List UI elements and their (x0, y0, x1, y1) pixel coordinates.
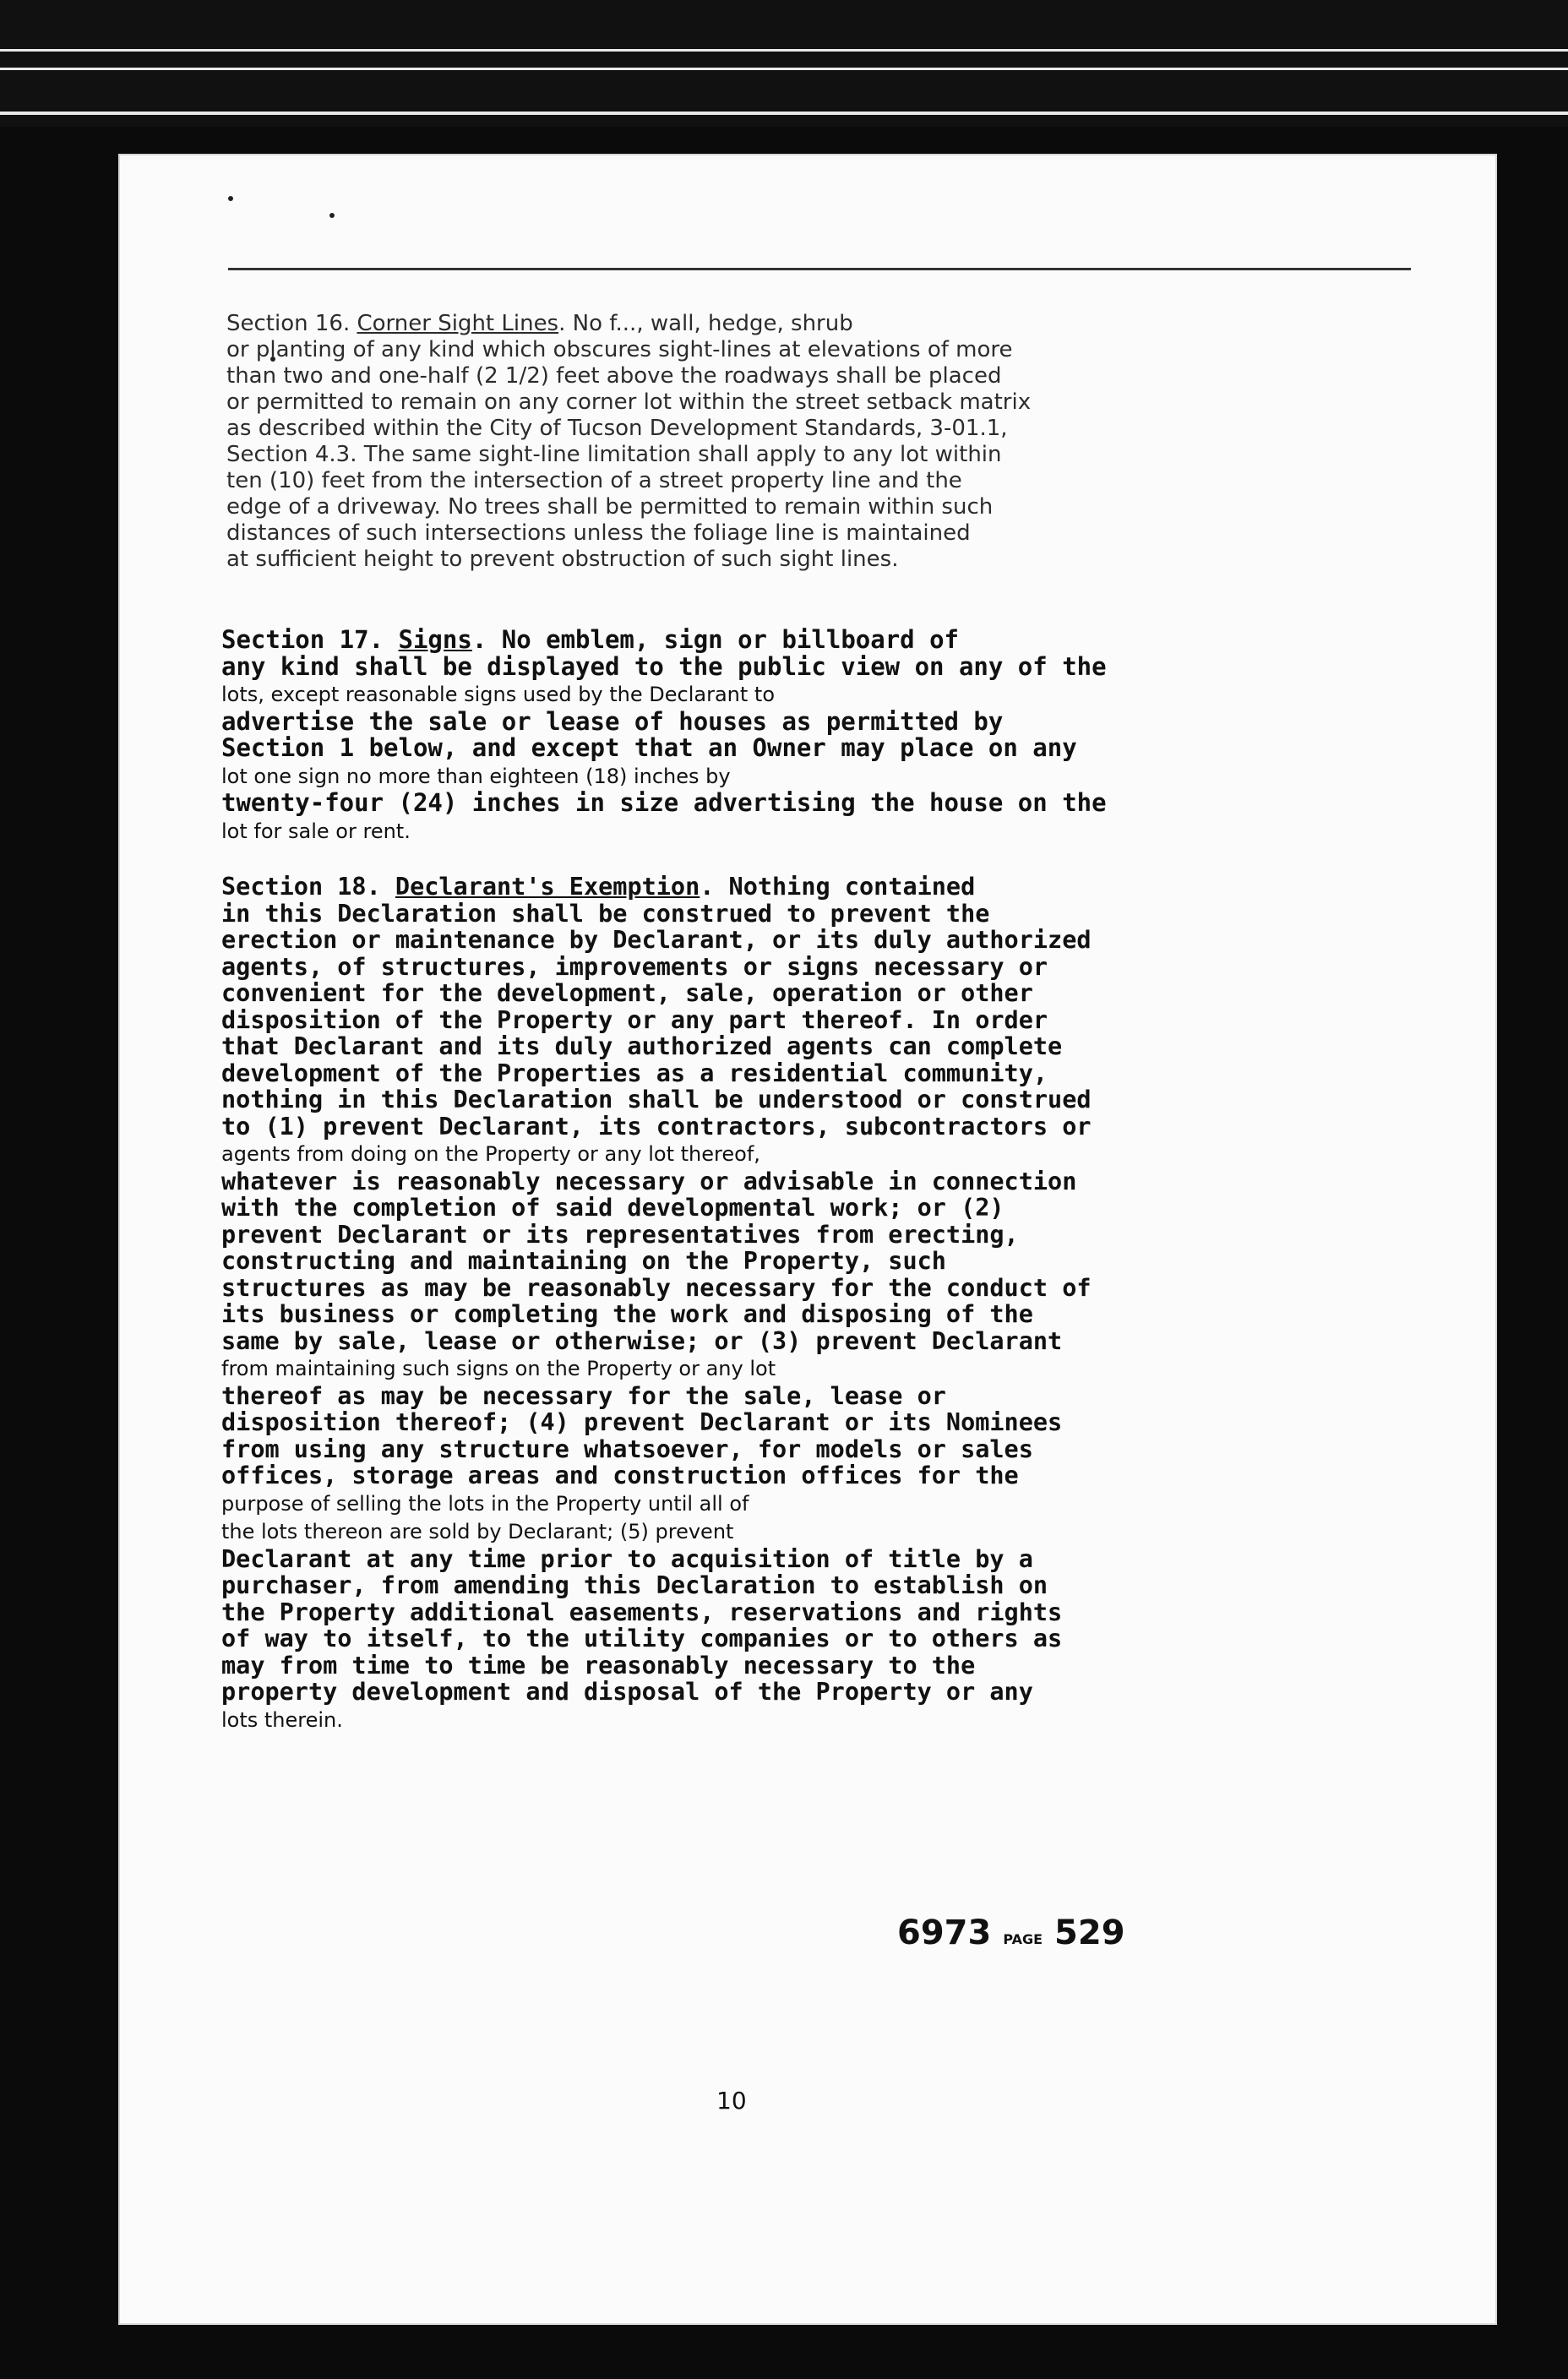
scan-border-top (0, 0, 1568, 127)
section-18-text: agents from doing on the Property or any lot thereof, (221, 1142, 760, 1166)
section-17-text: twenty-four (24) inches in size advertising the house on the (221, 788, 1107, 817)
section-16-title: Corner Sight Lines (357, 311, 559, 336)
section-18 (221, 874, 1218, 1734)
section-17-text: lot for sale or rent. (221, 819, 411, 843)
recording-page: 529 (1054, 1914, 1125, 1952)
section-18-text: thereof as may be necessary for the sale, lease or disposition thereof; (4) prevent Declarant or its Nominees from using any structure whatsoever, for models or sales offices, storage areas and construction offices for the (221, 1381, 1063, 1489)
section-18-text: purpose of selling the lots in the Property until all of the lots thereon are sold by Declarant; (5) prevent (221, 1491, 749, 1543)
section-17 (221, 627, 1210, 845)
recording-stamp (897, 1914, 1125, 1952)
section-16-lead: Section 16. (226, 311, 351, 336)
scan-line (0, 68, 1568, 70)
section-18-text: whatever is reasonably necessary or advisable in connection with the completion of said developmental work; or (2) prevent Declarant or its representatives from erecting, constructing and maintaining on the Property, such structures as may be reasonably necessary for the conduct of its business or completing the work and disposing of the same by sale, lease or otherwise; or (3) prevent Declarant (221, 1167, 1092, 1355)
section-17-lead: Section 17. (221, 625, 399, 654)
section-16 (226, 311, 1206, 573)
section-16-body: . No f..., wall, hedge, shrub or planting of any kind which obscures sight-lines at elevations of more than two and one-half (2 1/2) feet above the roadways shall be placed or permitted to remain on any corner lot within the street setback matrix as described within the City of Tucson Development Standards, 3-01.1, Section 4.3. The same sight-line limitation shall apply to any lot within ten (10) feet from the intersection of a street property line and the edge of a driveway. No trees shall be permitted to remain within such distances of such intersections unless the foliage line is maintained at sufficient height to prevent obstruction of such sight lines. (226, 311, 1032, 572)
section-17-text: advertise the sale or lease of houses as permitted by Section 1 below, and except that an Owner may place on any (221, 706, 1077, 762)
section-18-text: Declarant at any time prior to acquisition of title by a purchaser, from amending this Declaration to establish on the Property additional easements, reservations and rights of way to itself, to the utility companies or to others as may from time to time be reasonably necessary to the property development and disposal of the Property or any (221, 1544, 1063, 1706)
section-18-text: lots therein. (221, 1707, 343, 1732)
copy-rule-line (228, 268, 1411, 270)
recording-book: 6973 (897, 1914, 992, 1952)
section-17-text: lots, except reasonable signs used by the Declarant to (221, 683, 776, 706)
section-18-text: from maintaining such signs on the Property or any lot (221, 1357, 776, 1380)
scan-speck (228, 196, 233, 201)
recording-page-label: PAGE (1003, 1931, 1043, 1947)
section-17-text: . No emblem, sign or billboard of any kind shall be displayed to the public view on any of the (221, 625, 1107, 681)
section-17-title: Signs (398, 625, 472, 654)
scan-speck (329, 213, 335, 218)
section-18-text: . Nothing contained in this Declaration shall be construed to prevent the erection or maintenance by Declarant, or its duly authorized agents, of structures, improvements or signs necessary or convenient for the development, sale, operation or other disposition of the Property or any part thereof. In order that Declarant and its duly authorized agents can complete development of the Properties as a residential community, nothing in this Declaration shall be understood or construed to (1) prevent Declarant, its contractors, subcontractors or (221, 873, 1092, 1141)
page-number: 10 (716, 2087, 747, 2115)
section-18-lead: Section 18. (221, 873, 395, 901)
section-18-title: Declarant's Exemption (395, 873, 700, 901)
scan-line (0, 112, 1568, 115)
section-17-text: lot one sign no more than eighteen (18) inches by (221, 764, 731, 788)
scan-line (0, 49, 1568, 52)
